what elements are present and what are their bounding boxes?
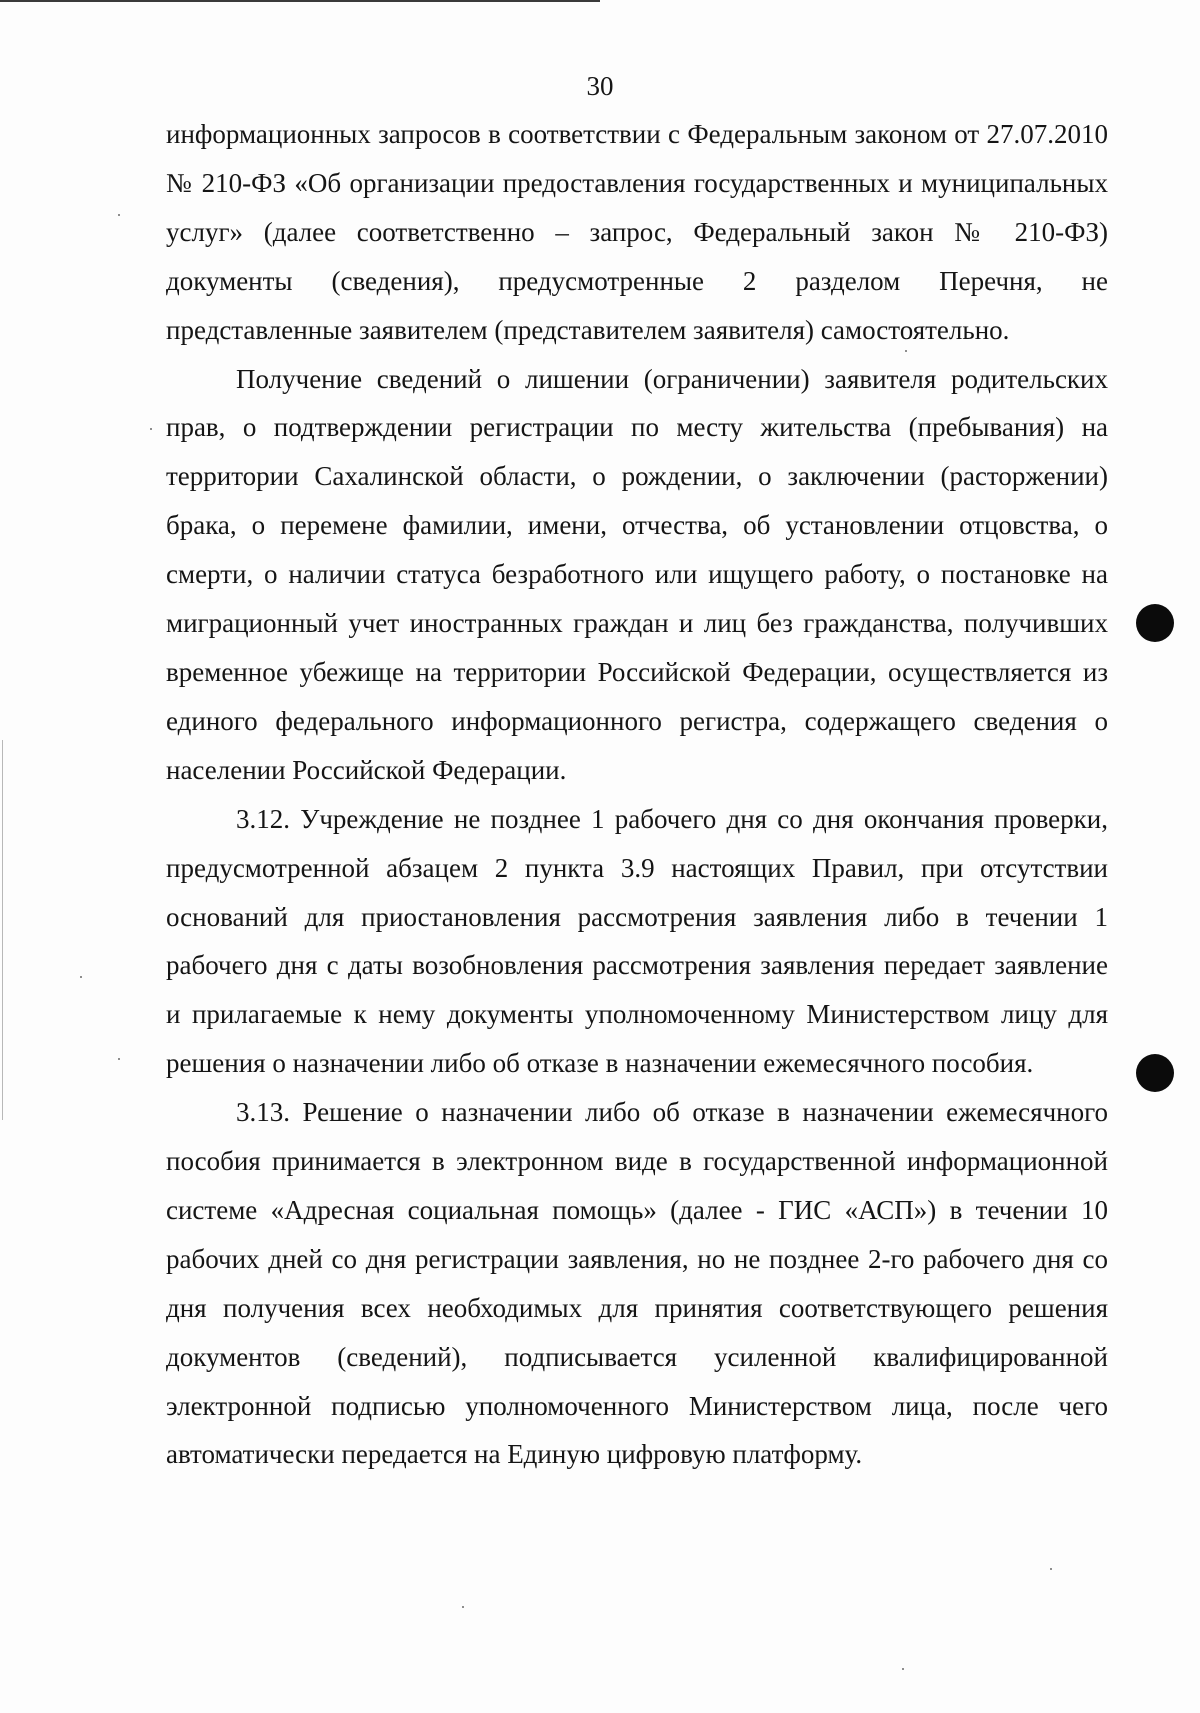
document-body [166,110,1108,1479]
paragraph-information-sources: Получение сведений о лишении (ограничении) заявителя родительских прав, о подтверждении регистрации по месту жительства (пребывания) на территории Сахалинской области, о рождении, о заключении (расторжении) брака, о перемене фамилии, имени, отчества, об установлении отцовства, о смерти, о наличии статуса безработного или ищущего работу, о постановке на миграционный учет иностранных граждан и лиц без гражданства, получивших временное убежище на территории Российской Федерации, осуществляется из единого федерального информационного регистра, содержащего сведения о населении Российской Федерации. [166,363,1108,785]
scan-speck [118,214,120,216]
scan-speck [462,1606,464,1608]
scan-speck [150,428,152,430]
scan-speck [902,1668,904,1670]
paragraph-continuation: информационных запросов в соответствии с Федеральным законом от 27.07.2010 № 210-ФЗ «Об организации предоставления государственных и муниципальных услуг» (далее соответственно – запрос, Федеральный закон № 210-ФЗ) документы (сведения), предусмотренные 2 разделом Перечня, не представленные заявителем (представителем заявителя) самостоятельно. [166,119,1108,345]
paragraph-clause-3-13: 3.13. Решение о назначении либо об отказе в назначении ежемесячного пособия принимается в электронном виде в государственной информационной системе «Адресная социальная помощь» (далее - ГИС «АСП») в течении 10 рабочих дней со дня регистрации заявления, но не позднее 2-го рабочего дня со дня получения всех необходимых для принятия соответствующего решения документов (сведений), подписывается усиленной квалифицированной электронной подписью уполномоченного Министерством лица, после чего автоматически передается на Единую цифровую платформу. [166,1097,1108,1470]
page-number: 30 [586,71,614,101]
paragraph-clause-3-12: 3.12. Учреждение не позднее 1 рабочего дня со дня окончания проверки, предусмотренной абзацем 2 пункта 3.9 настоящих Правил, при отсутствии оснований для приостановления рассмотрения заявления либо в течении 1 рабочего дня с даты возобновления рассмотрения заявления передает заявление и прилагаемые к нему документы уполномоченному Министерством лицу для решения о назначении либо об отказе в назначении ежемесячного пособия. [166,803,1108,1079]
scan-speck [905,350,907,352]
scan-speck [118,1058,120,1060]
scan-border-top [0,0,600,2]
scan-speck [80,976,82,978]
scan-border-left [2,740,3,1120]
punch-hole-top [1136,604,1174,642]
punch-hole-bottom [1136,1054,1174,1092]
scan-speck [1050,1568,1052,1570]
